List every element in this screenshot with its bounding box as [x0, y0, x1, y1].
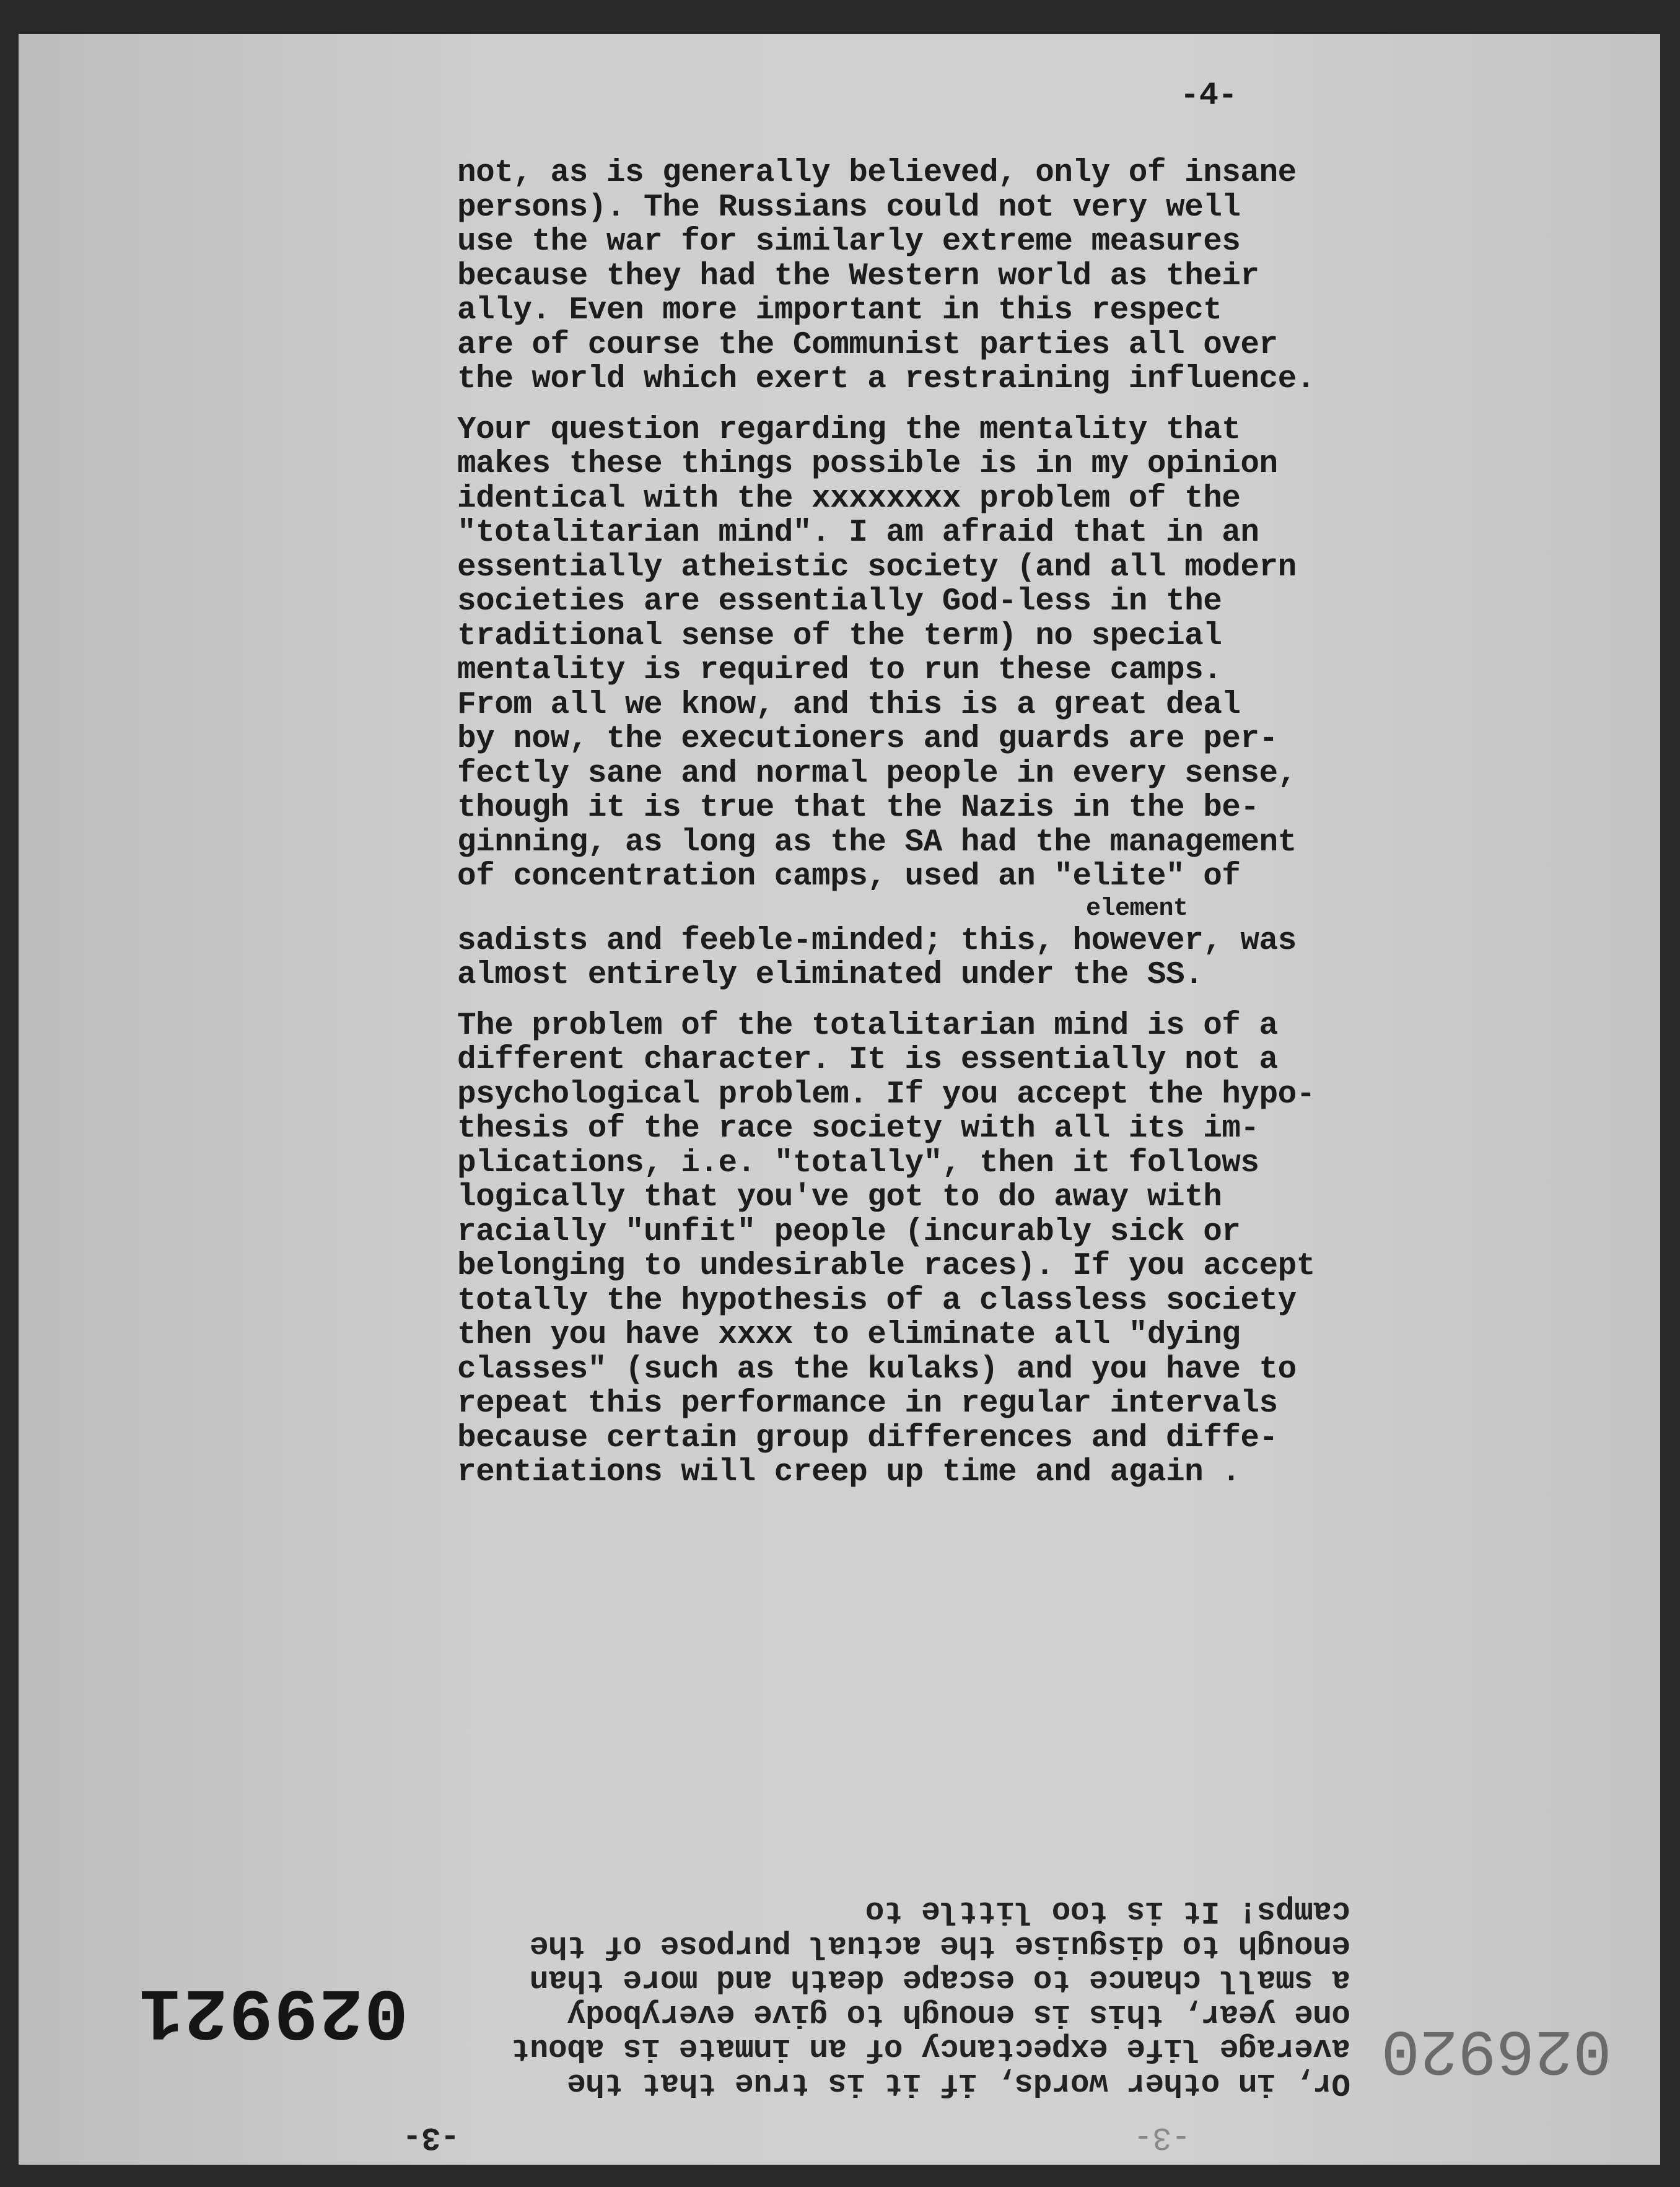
text-line-content: essentially atheistic society (and all modern: [457, 549, 1297, 585]
text-line-content: thesis of the race society with all its im-: [457, 1111, 1259, 1146]
text-line: [457, 585, 1315, 619]
text-line: [457, 826, 1315, 860]
text-line: [457, 1421, 1315, 1456]
inverted-text-line: average life expectancy of an inmate is about: [511, 2030, 1350, 2066]
text-line: [457, 294, 1315, 328]
text-line: [457, 688, 1315, 723]
text-line-content: almost entirely eliminated under the SS.: [457, 958, 1204, 993]
text-line: [457, 791, 1315, 826]
text-line-content: rentiations will creep up time and again .: [457, 1455, 1241, 1490]
text-line: [457, 1215, 1315, 1250]
text-line: [457, 860, 1315, 894]
paragraph: [457, 1009, 1315, 1490]
text-line: [457, 1353, 1315, 1387]
text-line-content: totally the hypothesis of a classless society: [457, 1283, 1297, 1319]
text-line-content: racially "unfit" people (incurably sick or: [457, 1214, 1241, 1250]
text-line: [457, 1146, 1315, 1181]
text-line-content: societies are essentially God-less in the: [457, 584, 1222, 619]
text-line-content: The problem of the totalitarian mind is of a: [457, 1008, 1278, 1044]
text-line-content: sadists and feeble-minded; this, however, was: [457, 923, 1297, 959]
paragraph: [457, 156, 1315, 397]
text-line: [457, 413, 1315, 448]
text-line-content: traditional sense of the term) no special: [457, 618, 1222, 654]
text-line-content: because certain group differences and diffe-: [457, 1420, 1278, 1456]
text-line-content: psychological problem. If you accept the hypo-: [457, 1076, 1315, 1112]
text-line: [457, 482, 1315, 517]
text-line-content: identical with the xxxxxxxx problem of the: [457, 481, 1241, 517]
text-line: [457, 191, 1315, 225]
text-line: [457, 551, 1315, 585]
text-line-content: ginning, as long as the SA had the management: [457, 824, 1297, 860]
text-line-content: because they had the Western world as their: [457, 258, 1259, 294]
text-line-content: makes these things possible is in my opinion: [457, 447, 1278, 482]
text-line: [457, 1387, 1315, 1421]
text-line: [457, 722, 1315, 757]
text-line-content: From all we know, and this is a great deal: [457, 687, 1241, 723]
text-line: [457, 1318, 1315, 1353]
text-line: [457, 447, 1315, 482]
text-line-content: persons). The Russians could not very well: [457, 190, 1241, 225]
letter-body: [457, 156, 1315, 1506]
text-line: [457, 516, 1315, 551]
text-line-content: use the war for similarly extreme measures: [457, 224, 1241, 260]
text-line-content: Your question regarding the mentality that: [457, 412, 1241, 448]
text-line: [457, 1009, 1315, 1044]
text-line: [457, 1043, 1315, 1078]
text-line-content: then you have xxxx to eliminate all "dying: [457, 1317, 1241, 1353]
text-line: [457, 757, 1315, 792]
text-line-content: repeat this performance in regular intervals: [457, 1386, 1278, 1421]
text-line: [457, 328, 1315, 363]
inverted-text-line: one year, this is enough to give everybody: [567, 1996, 1350, 2032]
text-line: [457, 1112, 1315, 1146]
inverted-page-text: [372, 1833, 1350, 2100]
text-line: [457, 260, 1315, 294]
text-line: [457, 156, 1315, 191]
text-line: [457, 894, 1315, 959]
inverted-text-line: a small chance to escape death and more than: [530, 1962, 1350, 1997]
text-line-content: different character. It is essentially not a: [457, 1042, 1278, 1078]
text-line-content: logically that you've got to do away with: [457, 1180, 1222, 1215]
faint-archive-stamp-number: 026920: [1381, 2012, 1612, 2085]
text-line-content: plications, i.e. "totally", then it follows: [457, 1145, 1259, 1181]
text-line-content: by now, the executioners and guards are per-: [457, 722, 1278, 757]
text-line-content: of concentration camps, used an "elite" of: [457, 859, 1241, 894]
handwritten-insertion: element: [1086, 894, 1188, 923]
text-line: [457, 1078, 1315, 1112]
text-line-content: the world which exert a restraining influence.: [457, 362, 1315, 397]
text-line-content: mentality is required to run these camps.: [457, 653, 1222, 688]
text-line-content: are of course the Communist parties all over: [457, 327, 1278, 363]
faint-page-number: -3-: [1134, 2119, 1191, 2155]
text-line: [457, 1284, 1315, 1319]
text-line-content: not, as is generally believed, only of insane: [457, 155, 1297, 191]
text-line: [457, 653, 1315, 688]
text-line-content: classes" (such as the kulaks) and you have to: [457, 1351, 1297, 1387]
text-line: [457, 225, 1315, 260]
text-line-content: fectly sane and normal people in every sense,: [457, 756, 1297, 792]
text-line-content: "totalitarian mind". I am afraid that in an: [457, 515, 1259, 551]
page-number: -4-: [1180, 77, 1238, 114]
text-line-content: belonging to undesirable races). If you accept: [457, 1249, 1315, 1284]
inverted-text-line: camps! It is too little to: [865, 1893, 1350, 1929]
inverted-page-number: -3-: [403, 2119, 460, 2155]
text-line: [457, 958, 1315, 993]
text-line: [457, 362, 1315, 397]
text-line-content: though it is true that the Nazis in the be-: [457, 790, 1259, 826]
inverted-text-line: enough to disguise the actual purpose of the: [530, 1927, 1350, 1963]
text-line-content: ally. Even more important in this respect: [457, 293, 1222, 328]
inverted-text-line: Or, in other words, if it is true that the: [567, 2065, 1350, 2100]
text-line: [457, 1249, 1315, 1284]
text-line: [457, 1456, 1315, 1490]
paragraph: [457, 413, 1315, 993]
text-line: [457, 619, 1315, 654]
text-line: [457, 1181, 1315, 1215]
archive-stamp-number: 029921: [138, 1969, 408, 2051]
